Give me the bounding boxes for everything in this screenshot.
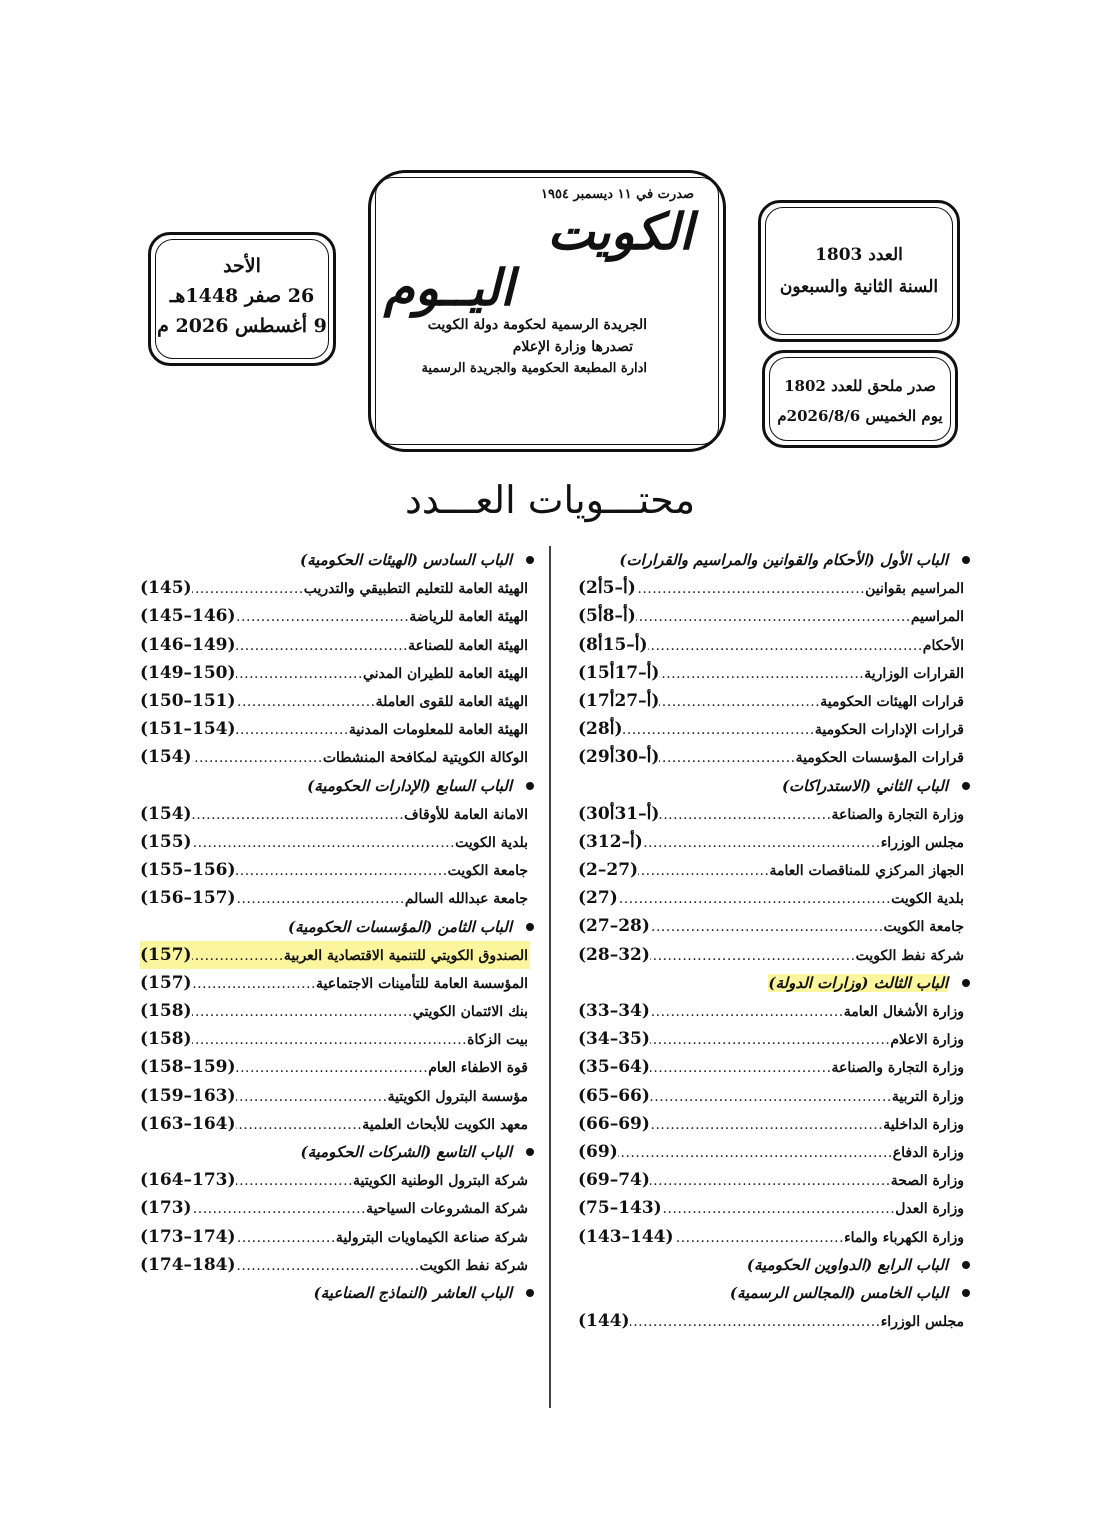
toc-entry-title: الهيئة العامة للقوى العاملة	[375, 693, 528, 710]
toc-entry[interactable]	[578, 1307, 966, 1335]
toc-entry-pages: (155)	[140, 831, 192, 852]
toc-entry-pages: (27–28)	[578, 916, 650, 937]
dot-leader	[618, 1139, 893, 1167]
toc-entry-pages: (155–156)	[140, 860, 236, 881]
toc-entry-pages: (174–184)	[140, 1254, 236, 1275]
toc-entry-title: قرارات المؤسسات الحكومية	[795, 750, 964, 767]
dot-leader	[618, 885, 891, 913]
toc-entry-pages: (151–154)	[140, 719, 236, 740]
toc-entry-title: قرارات الإدارات الحكومية	[814, 722, 964, 739]
toc-entry[interactable]	[140, 715, 530, 743]
toc-entry-pages: (65–66)	[578, 1085, 650, 1106]
toc-entry-pages: (33–34)	[578, 1001, 650, 1021]
toc-entry-pages: (150–151)	[140, 690, 236, 711]
section-heading	[578, 546, 966, 574]
section-label: الباب الخامس (المجالس الرسمية)	[729, 1283, 948, 1302]
toc-entry[interactable]	[140, 969, 530, 997]
toc-entry-pages: (149–150)	[140, 662, 236, 683]
founded-date: صدرت في ١١ ديسمبر ١٩٥٤	[541, 187, 695, 202]
toc-entry-title: قوة الاطفاء العام	[428, 1060, 528, 1077]
toc-entry-pages: (66–69)	[578, 1113, 650, 1134]
dot-leader	[236, 1083, 388, 1111]
toc-entry[interactable]	[140, 1110, 530, 1138]
toc-entry-pages: (163–164)	[140, 1113, 236, 1134]
dot-leader	[236, 660, 363, 688]
section-label: الباب العاشر (النماذج الصناعية)	[313, 1283, 512, 1302]
toc-entry[interactable]	[140, 1025, 530, 1053]
toc-entry-pages: (158)	[140, 1029, 192, 1050]
toc-entry[interactable]	[578, 687, 966, 715]
dot-leader	[674, 1224, 845, 1252]
toc-entry-title: الوكالة الكويتية لمكافحة المنشطات	[322, 750, 528, 767]
toc-entry[interactable]	[578, 1053, 966, 1081]
toc-entry[interactable]	[140, 828, 530, 856]
toc-entry-pages: (69–74)	[578, 1170, 650, 1191]
toc-entry-title: الهيئة العامة للمعلومات المدنية	[348, 722, 528, 739]
toc-entry[interactable]	[140, 1251, 530, 1279]
supplement-box	[762, 350, 958, 448]
masthead-publisher: تصدرها وزارة الإعلام	[512, 339, 633, 355]
dot-leader	[236, 632, 409, 660]
section-heading	[140, 546, 530, 574]
section-heading	[578, 1251, 966, 1279]
toc-entry-title: مجلس الوزراء	[880, 1314, 964, 1331]
toc-entry-pages: (145–146)	[140, 606, 236, 627]
toc-entry-pages: (143–144)	[578, 1226, 674, 1247]
section-heading	[140, 1138, 530, 1166]
dot-leader	[192, 801, 405, 829]
toc-entry-pages: (157)	[140, 972, 192, 993]
toc-entry[interactable]	[140, 687, 530, 715]
toc-entry[interactable]	[578, 941, 966, 969]
toc-entry[interactable]	[140, 941, 530, 969]
newspaper-logo-line2: اليــوم	[383, 259, 514, 317]
toc-entry[interactable]	[578, 715, 966, 743]
toc-entry[interactable]	[140, 1053, 530, 1081]
toc-entry-title: الهيئة العامة للصناعة	[408, 637, 528, 654]
toc-entry-title: شركة نفط الكويت	[855, 947, 964, 964]
dot-leader	[192, 744, 323, 772]
dot-leader	[650, 1026, 890, 1054]
dot-leader	[650, 1167, 891, 1195]
toc-entry-title: بنك الائتمان الكويتي	[412, 1004, 528, 1020]
bullet-icon	[526, 1289, 534, 1297]
toc-entry[interactable]	[140, 1194, 530, 1222]
toc-entry[interactable]	[578, 912, 966, 940]
section-label: الباب الرابع (الدواوين الحكومية)	[746, 1255, 948, 1274]
toc-entry[interactable]	[578, 631, 966, 659]
toc-entry-pages: (15أ–17أ)	[578, 662, 660, 683]
toc-entry[interactable]	[140, 856, 530, 884]
section-heading	[140, 912, 530, 940]
section-label: الباب السادس (الهيئات الحكومية)	[300, 551, 512, 570]
toc-entry-title: بلدية الكويت	[891, 891, 964, 908]
dot-leader	[650, 1083, 892, 1111]
dot-leader	[659, 801, 831, 829]
toc-entry-pages: (75–143)	[578, 1198, 662, 1219]
toc-entry[interactable]	[140, 1223, 530, 1251]
toc-entry-pages: (30أ–31أ)	[578, 803, 660, 824]
toc-entry-pages: (29أ–30أ)	[578, 747, 660, 768]
toc-entry[interactable]	[578, 1166, 966, 1194]
toc-entry[interactable]	[578, 743, 966, 771]
toc-entry-title: شركة صناعة الكيماويات البترولية	[335, 1229, 528, 1246]
toc-entry[interactable]	[140, 602, 530, 630]
toc-entry[interactable]	[578, 884, 966, 912]
dot-leader	[192, 970, 316, 998]
toc-entry-pages: (156–157)	[140, 888, 236, 909]
toc-entry-pages: (8أ–15أ)	[578, 634, 648, 655]
toc-entry-title: مؤسسة البترول الكويتية	[387, 1088, 528, 1105]
toc-entry[interactable]	[140, 659, 530, 687]
dot-leader	[236, 716, 349, 744]
toc-entry-title: الهيئة العامة للطيران المدني	[362, 665, 528, 682]
issue-box	[758, 200, 960, 342]
toc-entry-title: الجهاز المركزي للمناقصات العامة	[769, 863, 964, 880]
toc-entry[interactable]	[578, 1025, 966, 1053]
toc-entry-pages: (157)	[140, 944, 192, 965]
dot-leader	[236, 1111, 363, 1139]
toc-entry[interactable]	[140, 997, 530, 1025]
dot-leader	[192, 998, 413, 1026]
toc-entry-title: بلدية الكويت	[455, 834, 528, 851]
toc-entry-pages: (146–149)	[140, 634, 236, 655]
toc-entry[interactable]	[140, 1166, 530, 1194]
toc-entry[interactable]	[140, 743, 530, 771]
toc-entry-title: الهيئة العامة للتعليم التطبيقي والتدريب	[303, 581, 528, 598]
toc-entry-pages: (154)	[140, 803, 192, 824]
toc-entry[interactable]	[140, 1082, 530, 1110]
toc-entry-title: المراسيم	[910, 609, 964, 626]
section-label: الباب التاسع (الشركات الحكومية)	[300, 1143, 512, 1162]
toc-entry-pages: (158–159)	[140, 1057, 236, 1078]
toc-entry-title: شركة المشروعات السياحية	[366, 1201, 528, 1218]
toc-entry-title: المراسيم بقوانين	[865, 581, 964, 598]
toc-entry-title: بيت الزكاة	[467, 1032, 528, 1049]
dot-leader	[236, 603, 410, 631]
day-label: الأحد	[223, 255, 261, 277]
toc-entry-title: وزارة العدل	[895, 1201, 964, 1218]
toc-entry-title: مجلس الوزراء	[880, 834, 964, 851]
toc-entry[interactable]	[140, 800, 530, 828]
toc-entry[interactable]	[578, 828, 966, 856]
bullet-icon	[962, 1261, 970, 1269]
toc-entry-title: وزارة التجارة والصناعة	[831, 1060, 964, 1077]
masthead-subtitle: الجريدة الرسمية لحكومة دولة الكويت	[427, 317, 647, 333]
toc-entry[interactable]	[578, 1082, 966, 1110]
contents-right-column	[578, 546, 966, 1335]
dot-leader	[648, 632, 923, 660]
toc-entry-pages: (158)	[140, 1001, 192, 1021]
dot-leader	[650, 942, 856, 970]
toc-entry-title: القرارات الوزارية	[864, 665, 964, 682]
toc-entry-title: جامعة الكويت	[447, 863, 528, 880]
toc-entry-title: وزارة الدفاع	[892, 1144, 964, 1161]
newspaper-logo-line1: الكويت	[547, 203, 693, 261]
toc-entry[interactable]	[578, 659, 966, 687]
toc-entry-pages: (5أ–8أ)	[578, 606, 636, 627]
toc-entry[interactable]	[140, 884, 530, 912]
toc-entry-title: وزارة التجارة والصناعة	[831, 806, 964, 823]
hijri-date: 26 صفر 1448هـ	[169, 285, 315, 307]
toc-entry-pages: (164–173)	[140, 1170, 236, 1191]
toc-entry-pages: (2–27)	[578, 860, 639, 881]
toc-entry-title: قرارات الهيئات الحكومية	[820, 693, 964, 710]
section-label: الباب الثالث (وزارات الدولة)	[768, 973, 948, 992]
dot-leader	[638, 857, 769, 885]
toc-entry-title: وزارة التربية	[891, 1088, 964, 1105]
toc-entry-title: وزارة الاعلام	[890, 1032, 964, 1049]
dot-leader	[662, 1195, 895, 1223]
toc-entry[interactable]	[578, 1223, 966, 1251]
toc-entry-pages: (28–32)	[578, 944, 650, 965]
toc-entry-title: جامعة الكويت	[883, 919, 964, 936]
toc-entry-pages: (159–163)	[140, 1085, 236, 1106]
toc-entry-pages: (17أ–27أ)	[578, 690, 660, 711]
toc-entry-pages: (27)	[578, 888, 618, 909]
bullet-icon	[962, 979, 970, 987]
issue-year: السنة الثانية والسبعون	[779, 277, 939, 297]
dot-leader	[650, 1111, 883, 1139]
section-heading	[140, 772, 530, 800]
toc-entry-title: الأحكام	[922, 637, 964, 654]
supplement-issue: صدر ملحق للعدد 1802	[784, 377, 936, 395]
date-box	[148, 232, 336, 366]
gregorian-date: 9 أغسطس 2026 م	[157, 315, 327, 337]
toc-entry-title: وزارة الأشغال العامة	[843, 1004, 964, 1020]
section-heading	[578, 1279, 966, 1307]
issue-number: العدد 1803	[815, 245, 903, 265]
toc-entry-title: وزارة الداخلية	[883, 1116, 964, 1133]
dot-leader	[659, 744, 795, 772]
toc-entry-pages: (144)	[578, 1311, 630, 1332]
toc-entry-title: جامعة عبدالله السالم	[404, 891, 528, 908]
bullet-icon	[526, 1148, 534, 1156]
dot-leader	[650, 1054, 832, 1082]
dot-leader	[236, 688, 376, 716]
section-heading	[578, 969, 966, 997]
dot-leader	[236, 1167, 353, 1195]
toc-entry[interactable]	[578, 997, 966, 1025]
section-heading	[140, 1279, 530, 1307]
dot-leader	[659, 660, 864, 688]
dot-leader	[192, 1026, 468, 1054]
section-label: الباب الثامن (المؤسسات الحكومية)	[288, 917, 512, 936]
dot-leader	[622, 716, 814, 744]
dot-leader	[192, 1195, 367, 1223]
dot-leader	[192, 575, 304, 603]
masthead	[368, 170, 726, 452]
toc-entry-title: الامانة العامة للأوقاف	[404, 806, 528, 823]
dot-leader	[236, 1054, 429, 1082]
toc-entry-pages: (2أ–5أ)	[578, 578, 636, 599]
toc-entry-title: وزارة الكهرباء والماء	[844, 1229, 964, 1246]
toc-entry-title: المؤسسة العامة للتأمينات الاجتماعية	[316, 975, 528, 992]
bullet-icon	[962, 556, 970, 564]
toc-entry[interactable]	[578, 800, 966, 828]
bullet-icon	[526, 782, 534, 790]
bullet-icon	[526, 556, 534, 564]
bullet-icon	[526, 923, 534, 931]
section-heading	[578, 772, 966, 800]
bullet-icon	[962, 782, 970, 790]
toc-entry-title: الهيئة العامة للرياضة	[409, 609, 528, 626]
toc-entry[interactable]	[140, 631, 530, 659]
dot-leader	[650, 998, 844, 1026]
toc-entry-pages: (34–35)	[578, 1029, 650, 1050]
dot-leader	[236, 1252, 420, 1280]
toc-entry-pages: (28أ)	[578, 719, 623, 740]
supplement-date: يوم الخميس 2026/8/6م	[777, 407, 943, 425]
toc-entry-pages: (35–64)	[578, 1057, 650, 1078]
toc-entry-pages: (154)	[140, 747, 192, 768]
contents-left-column	[140, 546, 530, 1307]
bullet-icon	[962, 1289, 970, 1297]
toc-entry[interactable]	[140, 574, 530, 602]
toc-entry-title: الصندوق الكويتي للتنمية الاقتصادية العربية	[283, 947, 528, 964]
section-label: الباب الثاني (الاستدراكات)	[781, 776, 948, 795]
toc-entry[interactable]	[578, 856, 966, 884]
dot-leader	[192, 942, 284, 970]
toc-entry-title: شركة البترول الوطنية الكويتية	[353, 1173, 528, 1190]
dot-leader	[236, 857, 448, 885]
column-divider	[549, 546, 551, 1408]
toc-entry-title: شركة نفط الكويت	[419, 1257, 528, 1274]
toc-entry-pages: (173–174)	[140, 1226, 236, 1247]
dot-leader	[636, 575, 865, 603]
toc-entry-pages: (69)	[578, 1141, 618, 1162]
toc-entry[interactable]	[578, 574, 966, 602]
dot-leader	[650, 913, 884, 941]
toc-entry-pages: (145)	[140, 578, 192, 599]
dot-leader	[659, 688, 820, 716]
dot-leader	[630, 1308, 881, 1336]
dot-leader	[236, 1224, 336, 1252]
toc-entry[interactable]	[578, 1194, 966, 1222]
toc-entry[interactable]	[578, 1138, 966, 1166]
toc-entry[interactable]	[578, 1110, 966, 1138]
toc-entry[interactable]	[578, 602, 966, 630]
dot-leader	[643, 829, 881, 857]
contents-title: محتـــويات العـــدد	[404, 478, 696, 522]
dot-leader	[192, 829, 456, 857]
section-label: الباب الأول (الأحكام والقوانين والمراسيم والقرارات)	[619, 551, 948, 570]
toc-entry-title: وزارة الصحة	[890, 1173, 964, 1190]
toc-entry-title: معهد الكويت للأبحاث العلمية	[362, 1116, 528, 1133]
masthead-administration: ادارة المطبعة الحكومية والجريدة الرسمية	[421, 361, 647, 376]
dot-leader	[236, 885, 405, 913]
section-label: الباب السابع (الإدارات الحكومية)	[307, 776, 512, 795]
toc-entry-pages: (173)	[140, 1198, 192, 1219]
dot-leader	[636, 603, 911, 631]
toc-entry-pages: (31أ–2)	[578, 831, 643, 852]
